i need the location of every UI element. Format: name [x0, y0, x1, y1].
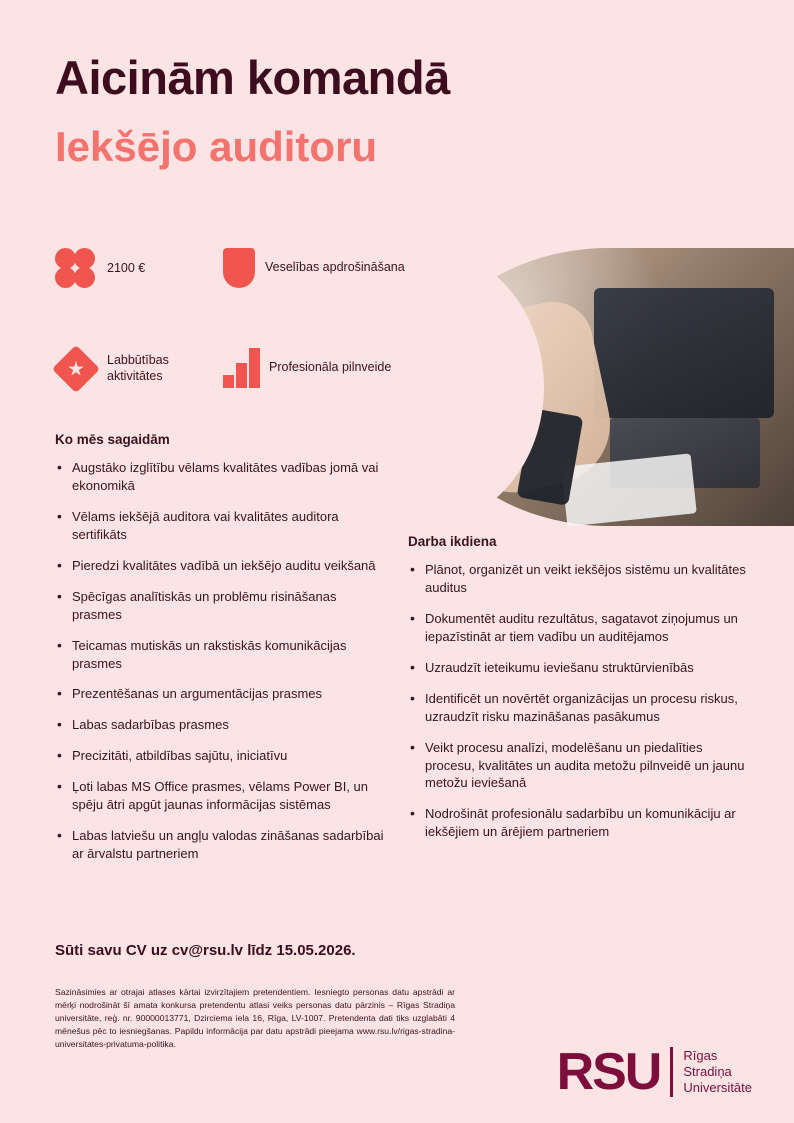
benefit-label: Profesionāla pilnveide [269, 360, 392, 375]
list-item: • Spēcīgas analītiskās un problēmu risināšanas prasmes [55, 588, 385, 624]
benefit-item-wellbeing [55, 348, 215, 390]
photo-paper [561, 453, 697, 526]
list-item: • Pieredzi kvalitātes vadībā un iekšējo auditu veikšanā [55, 557, 385, 575]
logo-divider [670, 1047, 673, 1097]
list-item: • Augstāko izglītību vēlams kvalitātes vadības jomā vai ekonomikā [55, 459, 385, 495]
page-subtitle: Iekšējo auditoru [55, 123, 378, 170]
benefit-item-health-insurance [223, 248, 413, 288]
list-item: • Uzraudzīt ieteikumu ieviešanu struktūrvienībās [408, 659, 748, 677]
benefit-label: Veselības apdrošināšana [265, 260, 405, 275]
cta-text: Sūti savu CV uz cv@rsu.lv līdz 15.05.2026. [55, 942, 356, 959]
list-item: • Veikt procesu analīzi, modelēšanu un piedalīties procesu, kvalitātes un audita metožu pilnveidē un jaunu metožu ieviešanā [408, 739, 748, 793]
logo-mark: RSU [556, 1042, 661, 1101]
daily-work-title: Darba ikdiena [408, 534, 497, 549]
list-item: • Identificēt un novērtēt organizācijas un procesu riskus, uzraudzīt risku mazināšanas pasākumus [408, 690, 748, 726]
logo-line-1: Rīgas [683, 1047, 718, 1063]
benefit-label: Labbūtības aktivitātes [107, 353, 169, 383]
list-item: • Labas sadarbības prasmes [55, 716, 385, 734]
legal-disclaimer: Sazināsimies ar otrajai atlases kārtai izvirzītajiem pretendentiem. Iesniegto personas datu apstrādi ar mērķi nodrošināt šī amata konkursa pretendentu atlasi veiks personas datu pārzinis – Rīgas Stradiņa universitāte, reģ. nr. 90000013771, Dzirciema iela 16, Rīga, LV-1007. Pretendenta dati tiks uzglabāti 4 mēnešus pēc to iesniegšanas. Papildu informācija par datu apstrādi pieejama www.rsu.lv/rigas-stradina-universitates-privatuma-politika. [55, 987, 455, 1049]
requirements-section [55, 432, 385, 876]
flower-icon [55, 248, 97, 290]
list-item: • Teicamas mutiskās un rakstiskās komunikācijas prasmes [55, 637, 385, 673]
list-item: • Dokumentēt auditu rezultātus, sagatavot ziņojumus un iepazīstināt ar tiem vadību un auditējamos [408, 610, 748, 646]
list-item: • Precizitāti, atbildības sajūtu, iniciatīvu [55, 747, 385, 765]
list-item: • Plānot, organizēt un veikt iekšējos sistēmu un kvalitātes auditus [408, 561, 748, 597]
benefit-label: 2100 € [107, 261, 146, 276]
requirements-items [55, 459, 385, 863]
requirements-title: Ko mēs sagaidām [55, 432, 170, 447]
list-item: • Prezentēšanas un argumentācijas prasmes [55, 685, 385, 703]
logo-line-2: Stradiņa [683, 1063, 732, 1079]
rsu-logo [556, 1042, 752, 1101]
page-title: Aicinām komandā [55, 51, 450, 104]
photo-laptop [594, 288, 774, 418]
hero-photo-image [424, 248, 794, 526]
hero-photo [424, 248, 794, 526]
bar-chart-icon [223, 348, 259, 388]
daily-work-section [408, 534, 748, 854]
benefit-item-development [223, 348, 413, 388]
list-item: • Nodrošināt profesionālu sadarbību un komunikāciju ar iekšējiem un ārējiem partneriem [408, 805, 748, 841]
daily-work-items [408, 561, 748, 841]
logo-line-3: Universitāte [683, 1080, 752, 1096]
list-item: • Labas latviešu un angļu valodas zināšanas sadarbībai ar ārvalstu partneriem [55, 827, 385, 863]
benefit-item-salary [55, 248, 205, 290]
list-item: • Vēlams iekšējā auditora vai kvalitātes auditora sertifikāts [55, 508, 385, 544]
diamond-star-icon [55, 348, 97, 390]
shield-icon [223, 248, 255, 288]
logo-wordmark [683, 1048, 752, 1097]
list-item: • Ļoti labas MS Office prasmes, vēlams Power BI, un spēju ātri apgūt jaunas informācijas sistēmas [55, 778, 385, 814]
